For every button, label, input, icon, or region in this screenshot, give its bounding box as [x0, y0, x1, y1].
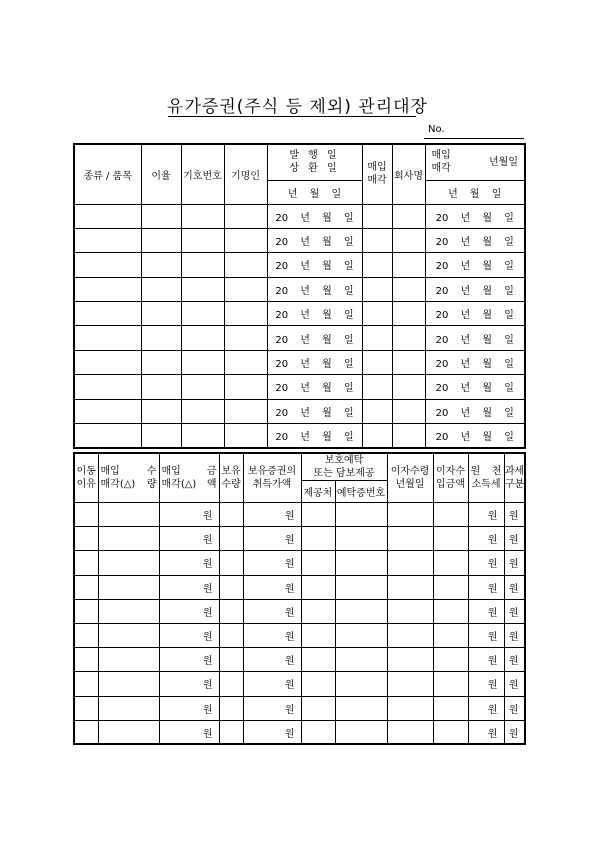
won-cell: 원 [468, 720, 504, 744]
table-cell [141, 204, 181, 228]
table-cell [74, 326, 141, 350]
table-cell [74, 204, 141, 228]
table-cell [335, 527, 387, 551]
table-cell [224, 399, 267, 423]
table-cell [301, 599, 335, 623]
table-cell [301, 672, 335, 696]
table-cell [362, 326, 392, 350]
table-cell [181, 204, 224, 228]
table-cell [392, 302, 425, 326]
table-cell [335, 599, 387, 623]
table-cell [219, 672, 243, 696]
table-row [74, 375, 525, 399]
won-cell: 원 [504, 527, 525, 551]
table-cell [301, 648, 335, 672]
won-cell: 원 [504, 720, 525, 744]
col-move-reason: 이동 이유 [74, 453, 98, 503]
securities-table-bottom [73, 452, 526, 745]
table-cell [301, 696, 335, 720]
col-tax-class: 과세 구분 [504, 453, 525, 503]
table-cell [74, 503, 98, 527]
date-cell: 20 년 월 일 [425, 326, 525, 350]
table-cell [219, 720, 243, 744]
table-cell [301, 527, 335, 551]
table-cell [74, 648, 98, 672]
table-cell [387, 527, 433, 551]
col-interest: 이율 [141, 144, 181, 204]
date-cell: 20 년 월 일 [267, 277, 362, 301]
table-row [74, 326, 525, 350]
won-cell: 원 [468, 527, 504, 551]
table-row [74, 599, 525, 623]
table-cell [433, 527, 468, 551]
won-cell: 원 [243, 672, 301, 696]
table-row [74, 672, 525, 696]
won-cell: 원 [159, 623, 219, 647]
table-cell [387, 623, 433, 647]
date-cell: 20 년 월 일 [425, 228, 525, 252]
table-cell [335, 575, 387, 599]
date-cell: 20 년 월 일 [267, 424, 362, 448]
table-cell [141, 399, 181, 423]
won-cell: 원 [504, 551, 525, 575]
table-cell [224, 228, 267, 252]
table-cell [387, 696, 433, 720]
table-cell [387, 599, 433, 623]
table-cell [433, 648, 468, 672]
col-registered-name: 기명인 [224, 144, 267, 204]
table-cell [141, 277, 181, 301]
table-cell [433, 575, 468, 599]
table-cell [74, 527, 98, 551]
col-interest-amount: 이자수 입금액 [433, 453, 468, 503]
table-cell [392, 350, 425, 374]
date-cell: 20 년 월 일 [267, 204, 362, 228]
table-cell [219, 599, 243, 623]
table-cell [74, 350, 141, 374]
table-cell [219, 696, 243, 720]
won-cell: 원 [504, 575, 525, 599]
date-cell: 20 년 월 일 [267, 375, 362, 399]
col-company: 회사명 [392, 144, 425, 204]
won-cell: 원 [504, 672, 525, 696]
table-cell [387, 672, 433, 696]
won-cell: 원 [159, 551, 219, 575]
table-cell [301, 720, 335, 744]
table-cell [141, 326, 181, 350]
table-cell [219, 527, 243, 551]
won-cell: 원 [504, 648, 525, 672]
won-cell: 원 [468, 575, 504, 599]
table-cell [98, 672, 159, 696]
table-cell [181, 350, 224, 374]
table-cell [224, 350, 267, 374]
won-cell: 원 [159, 696, 219, 720]
won-cell: 원 [243, 648, 301, 672]
table-cell [181, 375, 224, 399]
won-cell: 원 [243, 503, 301, 527]
won-cell: 원 [468, 672, 504, 696]
date-cell: 20 년 월 일 [267, 350, 362, 374]
table-cell [224, 253, 267, 277]
table-cell [224, 277, 267, 301]
table-cell [392, 399, 425, 423]
date-cell: 20 년 월 일 [267, 399, 362, 423]
sub-issue-ymd: 년 월 일 [267, 180, 362, 204]
col-withholding-tax: 원 천 소득세 [468, 453, 504, 503]
table-cell [181, 326, 224, 350]
table-cell [224, 302, 267, 326]
table-row [74, 623, 525, 647]
table-cell [433, 503, 468, 527]
table-cell [335, 648, 387, 672]
won-cell: 원 [159, 527, 219, 551]
col-deposit-cert-no: 예탁증번호 [335, 481, 387, 503]
table-cell [362, 399, 392, 423]
won-cell: 원 [243, 599, 301, 623]
table-cell [141, 253, 181, 277]
sub-buysell-ymd: 년 월 일 [425, 180, 525, 204]
date-cell: 20 년 월 일 [425, 277, 525, 301]
table-cell [98, 503, 159, 527]
won-cell: 원 [159, 648, 219, 672]
table-cell [219, 648, 243, 672]
table-cell [392, 326, 425, 350]
col-buy-sell: 매입 매각 [362, 144, 392, 204]
table-cell [74, 599, 98, 623]
table-cell [335, 551, 387, 575]
table-cell [74, 623, 98, 647]
table-cell [74, 424, 141, 448]
table-cell [433, 623, 468, 647]
table-cell [219, 623, 243, 647]
table-cell [224, 375, 267, 399]
won-cell: 원 [243, 623, 301, 647]
table-row [74, 204, 525, 228]
table-cell [224, 424, 267, 448]
won-cell: 원 [468, 503, 504, 527]
table-cell [362, 228, 392, 252]
won-cell: 원 [468, 648, 504, 672]
won-cell: 원 [468, 599, 504, 623]
table-cell [98, 623, 159, 647]
table-cell [74, 720, 98, 744]
table-cell [74, 696, 98, 720]
col-acquisition-value: 보유증권의 취득가액 [243, 453, 301, 503]
table-cell [74, 277, 141, 301]
table-cell [433, 696, 468, 720]
col-quantity: 매입 수 매각(△) 량 [98, 453, 159, 503]
table-cell [362, 204, 392, 228]
won-cell: 원 [159, 575, 219, 599]
table-row [74, 350, 525, 374]
table-cell [74, 672, 98, 696]
won-cell: 원 [159, 503, 219, 527]
table-cell [392, 228, 425, 252]
table-row [74, 575, 525, 599]
date-cell: 20 년 월 일 [425, 253, 525, 277]
table-cell [301, 503, 335, 527]
table-row [74, 527, 525, 551]
table-cell [387, 720, 433, 744]
table-cell [392, 204, 425, 228]
won-cell: 원 [468, 551, 504, 575]
table-cell [433, 551, 468, 575]
table-cell [74, 302, 141, 326]
table-cell [224, 204, 267, 228]
table-cell [74, 399, 141, 423]
securities-table-top [73, 143, 526, 449]
table-cell [362, 277, 392, 301]
table-cell [181, 302, 224, 326]
table-cell [392, 375, 425, 399]
table-cell [335, 696, 387, 720]
table-cell [224, 326, 267, 350]
table-cell [362, 375, 392, 399]
table-cell [98, 720, 159, 744]
table-row [74, 424, 525, 448]
col-held-quantity: 보유 수량 [219, 453, 243, 503]
table-cell [387, 503, 433, 527]
table-row [74, 277, 525, 301]
col-protective-deposit: 보호예탁 또는 담보제공 [301, 453, 387, 481]
table-cell [181, 253, 224, 277]
col-amount: 매입 금 매각(△) 액 [159, 453, 219, 503]
table-row [74, 696, 525, 720]
table-cell [181, 399, 224, 423]
date-cell: 20 년 월 일 [425, 399, 525, 423]
col-symbol-no: 기호번호 [181, 144, 224, 204]
won-cell: 원 [504, 503, 525, 527]
table-cell [141, 228, 181, 252]
table-cell [74, 551, 98, 575]
table-row [74, 648, 525, 672]
table-cell [335, 623, 387, 647]
table-cell [98, 575, 159, 599]
table-cell [98, 599, 159, 623]
table-row [74, 302, 525, 326]
won-cell: 원 [504, 696, 525, 720]
table-row [74, 720, 525, 744]
col-provider: 제공처 [301, 481, 335, 503]
date-cell: 20 년 월 일 [425, 424, 525, 448]
date-cell: 20 년 월 일 [267, 253, 362, 277]
won-cell: 원 [468, 696, 504, 720]
number-label: No. [428, 124, 445, 135]
table-cell [335, 503, 387, 527]
number-underline [424, 138, 524, 139]
won-cell: 원 [468, 623, 504, 647]
table-cell [74, 228, 141, 252]
title-underline [168, 116, 416, 117]
col-issue-redeem-date: 발 행 일 상 환 일 [267, 144, 362, 180]
date-cell: 20 년 월 일 [425, 350, 525, 374]
table-cell [387, 551, 433, 575]
table-row [74, 399, 525, 423]
won-cell: 원 [243, 527, 301, 551]
table-cell [74, 375, 141, 399]
table-cell [181, 424, 224, 448]
table-cell [219, 503, 243, 527]
table-cell [362, 302, 392, 326]
table-cell [433, 672, 468, 696]
won-cell: 원 [159, 672, 219, 696]
col-type: 종류 / 품목 [74, 144, 141, 204]
date-cell: 20 년 월 일 [267, 228, 362, 252]
table-cell [392, 253, 425, 277]
date-cell: 20 년 월 일 [267, 302, 362, 326]
table-cell [141, 350, 181, 374]
table-cell [181, 277, 224, 301]
table-cell [98, 527, 159, 551]
table-cell [387, 575, 433, 599]
won-cell: 원 [243, 551, 301, 575]
table-cell [98, 648, 159, 672]
won-cell: 원 [504, 623, 525, 647]
col-interest-date: 이자수령 년월일 [387, 453, 433, 503]
table-cell [392, 424, 425, 448]
table-cell [74, 575, 98, 599]
table-cell [219, 575, 243, 599]
table-cell [362, 253, 392, 277]
table-cell [141, 375, 181, 399]
table-cell [141, 424, 181, 448]
won-cell: 원 [243, 720, 301, 744]
table-row [74, 503, 525, 527]
table-cell [335, 720, 387, 744]
table-cell [301, 623, 335, 647]
table-cell [387, 648, 433, 672]
won-cell: 원 [243, 575, 301, 599]
date-cell: 20 년 월 일 [425, 375, 525, 399]
table-cell [362, 350, 392, 374]
date-cell: 20 년 월 일 [267, 326, 362, 350]
won-cell: 원 [504, 599, 525, 623]
table-cell [392, 277, 425, 301]
col-buy-sell-date: 매입 매각 년월일 [425, 144, 525, 180]
table-cell [98, 696, 159, 720]
table-cell [181, 228, 224, 252]
table-cell [433, 599, 468, 623]
won-cell: 원 [243, 696, 301, 720]
page-title: 유가증권(주식 등 제외) 관리대장 [167, 97, 428, 117]
table-row [74, 253, 525, 277]
table-cell [335, 672, 387, 696]
table-cell [74, 253, 141, 277]
table-cell [219, 551, 243, 575]
won-cell: 원 [159, 720, 219, 744]
date-cell: 20 년 월 일 [425, 302, 525, 326]
date-cell: 20 년 월 일 [425, 204, 525, 228]
table-cell [141, 302, 181, 326]
table-cell [433, 720, 468, 744]
table-cell [362, 424, 392, 448]
table-row [74, 228, 525, 252]
table-cell [301, 551, 335, 575]
table-row [74, 551, 525, 575]
table-cell [301, 575, 335, 599]
won-cell: 원 [159, 599, 219, 623]
table-cell [98, 551, 159, 575]
